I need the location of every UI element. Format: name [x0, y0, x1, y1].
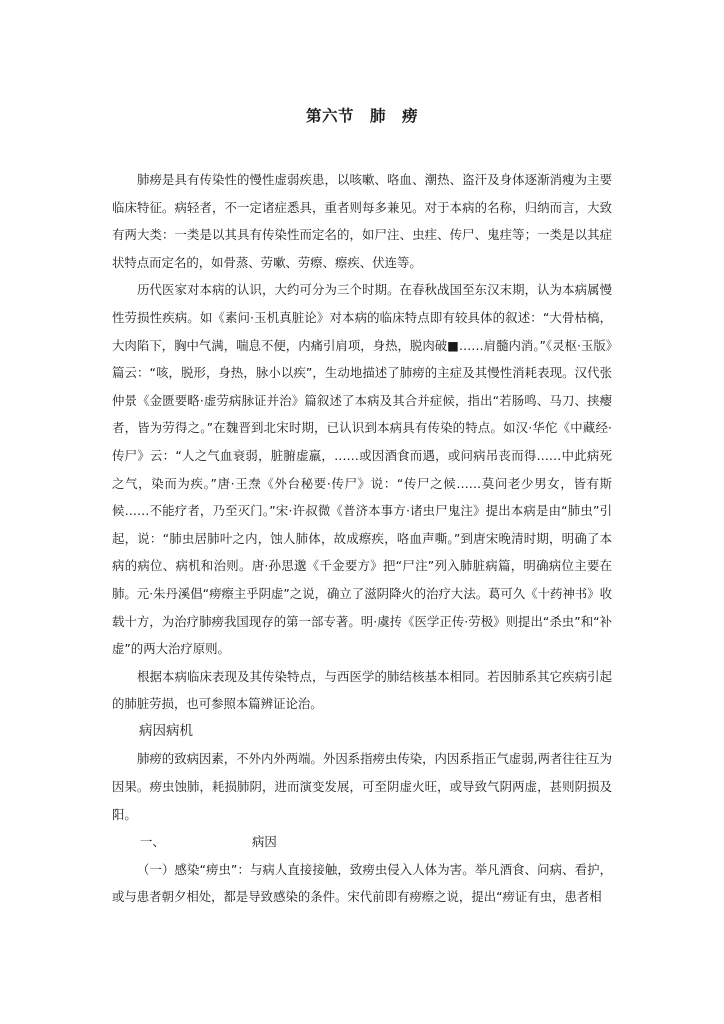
subsection-label: 病因: [252, 834, 277, 850]
page-title: 第六节 肺 痨: [305, 107, 418, 125]
paragraph-western-medicine: 根据本病临床表现及其传染特点，与西医学的肺结核基本相同。若因肺系其它疾病引起的肺脏劳损，也可参照本篇辨证论治。: [112, 668, 612, 712]
paragraph-intro: 肺痨是具有传染性的慢性虚弱疾患，以咳嗽、咯血、潮热、盗汗及身体逐渐消瘦为主要临床特征。病轻者，不一定诸症悉具，重者则每多兼见。对于本病的名称，归纳而言，大致有两大类：一类是以其具有传染性而定名的，如尸注、虫疰、传尸、鬼疰等；一类是以其症状特点而定名的，如骨蒸、劳嗽、劳瘵、瘵疾、伏连等。: [112, 172, 612, 270]
document-body: [112, 166, 612, 911]
subsection-heading: [112, 828, 612, 856]
paragraph-infection: （一）感染“痨虫”：与病人直接接触，致痨虫侵入人体为害。举凡酒食、问病、看护，或与患者朝夕相处，都是导致感染的条件。宋代前即有痨瘵之说，提出“痨证有虫，患者相: [112, 861, 612, 905]
section-heading: 病因病机: [139, 722, 193, 739]
paragraph-etiology: 肺痨的致病因素，不外内外两端。外因系指痨虫传染，内因系指正气虚弱,两者往往互为因果。痨虫蚀肺，耗损肺阴，进而演变发展，可至阴虚火旺，或导致气阴两虚，甚则阴损及阳。: [112, 751, 612, 822]
subsection-number: 一、: [140, 834, 165, 850]
paragraph-history: 历代医家对本病的认识，大约可分为三个时期。在春秋战国至东汉末期，认为本病属慢性劳损性疾病。如《素问·玉机真脏论》对本病的临床特点即有较具体的叙述：“大骨枯槁，大肉陷下，胸中气满，喘息不便，内痛引肩项，身热，脱肉破■……肩髓内消。”《灵枢·玉版》篇云：“咳，脱形，身热，脉小以疾”，生动地描述了肺痨的主症及其慢性消耗表现。汉代张仲景《金匮要略·虚劳病脉证并治》篇叙述了本病及其合并症候，指出“若肠鸣、马刀、挟瘿者，皆为劳得之。”在魏晋到北宋时期，已认识到本病具有传染的特点。如汉·华佗《中藏经·传尸》云：“人之气血衰弱，脏腑虚羸，……或因酒食而遇，或问病吊丧而得……中此病死之气，染而为疾。”唐·王焘《外台秘要·传尸》说：“传尸之候……莫问老少男女，皆有斯候……不能疗者，乃至灭门。”宋·许叔微《普济本事方·诸虫尸鬼注》提出本病是由“肺虫”引起，说：“肺虫居肺叶之内，蚀人肺体，故成瘵疾，咯血声嘶。”到唐宋晚清时期，明确了本病的病位、病机和治则。唐·孙思邈《千金要方》把“尸注”列入肺脏病篇，明确病位主要在肺。元·朱丹溪倡“痨瘵主乎阴虚”之说，确立了滋阴降火的治疗大法。葛可久《十药神书》收载十方，为治疗肺痨我国现存的第一部专著。明·虞抟《医学正传·劳极》则提出“杀虫”和“补虚”的两大治疗原则。: [112, 282, 613, 657]
